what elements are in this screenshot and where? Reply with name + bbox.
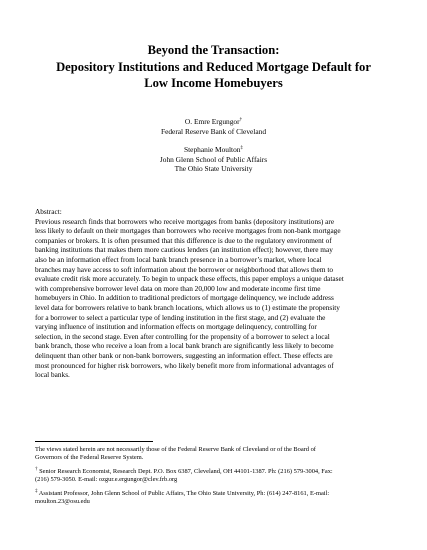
footnote-line: moulton.23@osu.edu: [35, 498, 90, 506]
abstract-line: varying influence of institution and information effects on mortgage delinquency, controlling for: [35, 322, 317, 332]
abstract-line: Previous research finds that borrowers who receive mortgages from banks (depository institutions) are: [35, 216, 335, 226]
abstract-line: for a borrower to select a particular type of lending institution in the first stage, and (2) evaluate the: [35, 312, 326, 322]
footnote-divider: [35, 441, 153, 442]
footnote-mark: ‡: [35, 488, 38, 494]
title-line: Depository Institutions and Reduced Mortgage Default for: [56, 59, 371, 74]
footnote-mark: ‡: [240, 145, 243, 151]
abstract-line: evaluate credit risk more accurately. To begin to unpack these effects, this paper employs a unique dataset: [35, 274, 344, 284]
author-list: [30, 117, 397, 183]
author-affiliation: Federal Reserve Bank of Cleveland: [160, 126, 267, 136]
abstract-line: bank branch, those who receive a loan from a local bank branch are significantly less likely to become: [35, 341, 334, 351]
abstract-line: companies or brokers. It is often presumed that this difference is due to the regulatory environment of: [35, 235, 332, 245]
author-block: [30, 117, 397, 136]
footnote-mark: †: [35, 466, 38, 472]
footnote-disclaimer: [35, 446, 395, 463]
footnote-line: (216) 579-3050. E-mail: ozgur.e.ergungor@clev.frb.org: [35, 476, 178, 484]
footnotes: [35, 446, 395, 511]
abstract-line: most pronounced for higher risk borrowers, who likely benefit more from informational advantages of: [35, 360, 334, 370]
abstract-line: with comprehensive borrower level data on more than 20,000 low and moderate income first time: [35, 283, 321, 293]
footnote-line: Governors of the Federal Reserve System.: [35, 454, 144, 462]
title-line: Low Income Homebuyers: [144, 76, 283, 90]
author-affiliation: The Ohio State University: [174, 164, 253, 174]
author-name: Stephanie Moulton: [184, 145, 241, 155]
abstract-line: homebuyers in Ohio. In addition to traditional predictors of mortgage delinquency, we include address: [35, 293, 334, 303]
abstract-line: delinquent than other bank or non-bank borrowers, suggesting an information effect. These effects are: [35, 350, 333, 360]
abstract-line: branches may have access to soft information about the borrower or neighborhood that allows them to: [35, 264, 334, 274]
title-line: Beyond the Transaction:: [147, 43, 280, 57]
abstract-line: also be an information effect from local bank branch presence in a borrower’s market, where local: [35, 254, 322, 264]
footnote-line: [35, 468, 395, 476]
footnote-line: [35, 490, 395, 498]
abstract-line: local banks.: [35, 370, 70, 380]
author-name-line: [30, 117, 397, 127]
abstract-line: banking institutions that makes them more cautious lenders (an institution effect); however, there may: [35, 245, 333, 255]
abstract: [35, 207, 395, 380]
paper-title: [30, 42, 397, 92]
abstract-heading: Abstract:: [35, 207, 62, 216]
abstract-line: less likely to default on their mortgages than borrowers who receive mortgages from non-bank mortgage: [35, 226, 341, 236]
footnote-line: The views stated herein are not necessarily those of the Federal Reserve Bank of Cleveland or of the Board of: [35, 446, 316, 453]
footnote-text: Assistant Professor, John Glenn School of Public Affairs, The Ohio State University, Ph: (614) 247-8161, E-mail:: [37, 489, 330, 497]
footnote-mark: †: [239, 117, 243, 123]
abstract-line: level data for borrowers relative to bank branch locations, which allows us to (1) estimate the propensity: [35, 302, 340, 312]
footnote-author-1: [35, 468, 395, 485]
footnote-text: Senior Research Economist, Research Dept. P.O. Box 6387, Cleveland, OH 44101-1387. Ph: (216) 579-3004, Fax:: [37, 467, 333, 475]
footnote-author-2: [35, 490, 395, 507]
author-name-line: [30, 145, 397, 155]
author-name: O. Emre Ergungor: [184, 117, 240, 126]
author-block: [30, 145, 397, 174]
author-affiliation: John Glenn School of Public Affairs: [159, 154, 268, 164]
abstract-line: selection, in the second stage. Even after controlling for the propensity of a borrower to select a local: [35, 331, 330, 341]
